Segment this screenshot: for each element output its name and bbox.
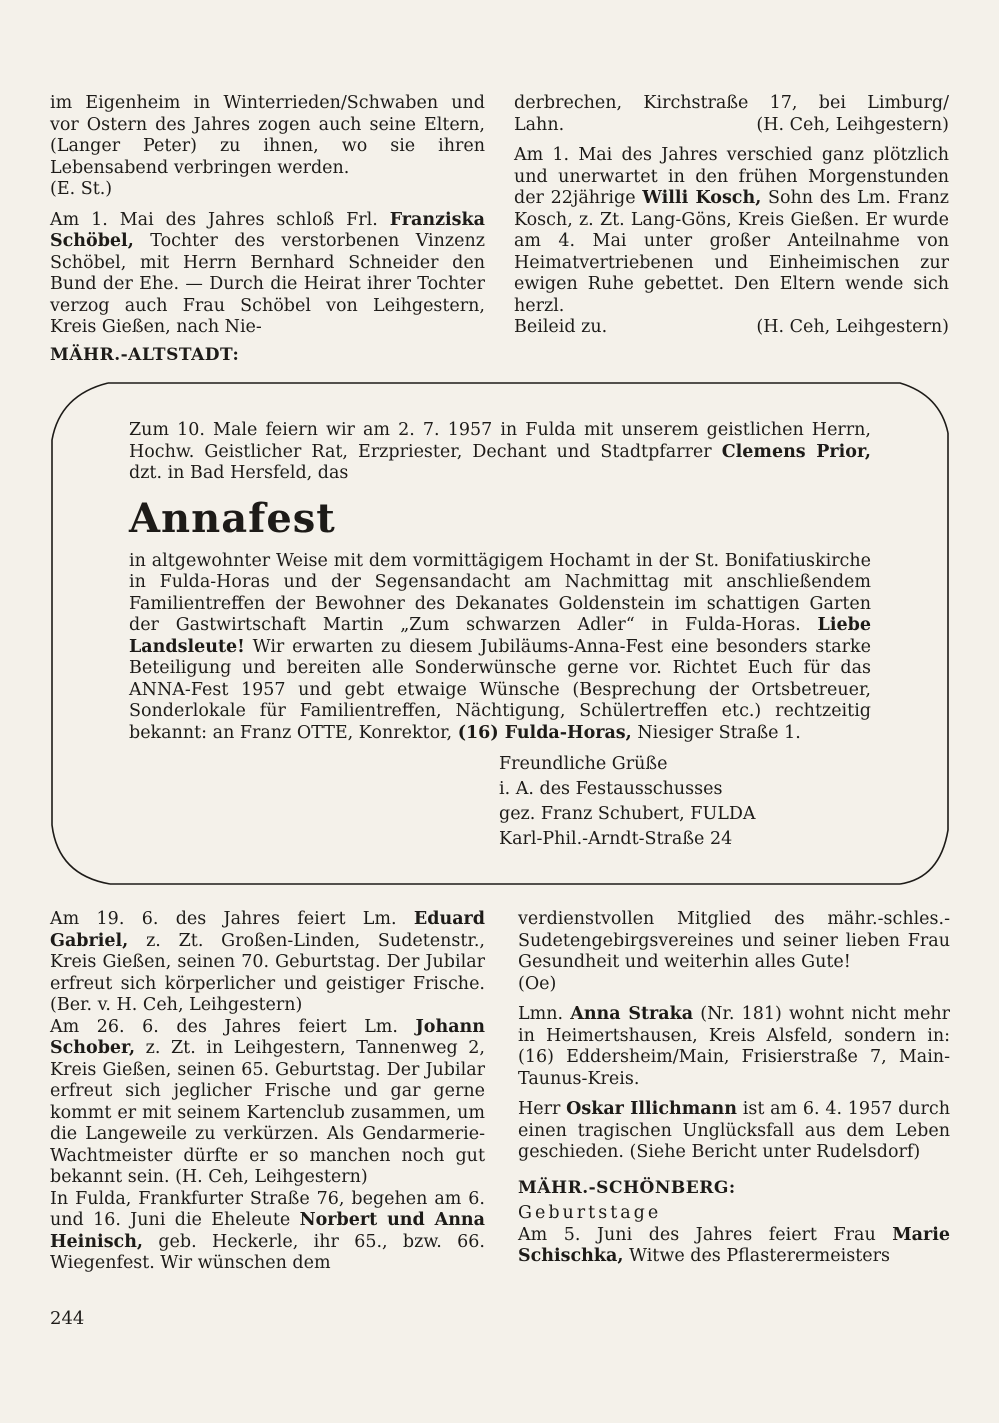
paragraph-eigenheim: im Eigenheim in Winterrieden/Schwaben und vor Ostern des Jahres zogen auch seine Eltern, (Langer Peter) zu ihnen, wo sie ihren Lebensabend verbringen werden. [50,93,486,178]
paragraph-verdienst: verdienstvollen Mitglied des mähr.-schles.-Sudetengebirgsvereines und seiner lieben Frau Gesundheit und weiterhin alles Gute! [518,909,950,972]
name-heinisch: Norbert und Anna Heinisch, [50,1210,485,1252]
paragraph-gabriel: Am 19. 6. des Jahres feiert Lm. Eduard Gabriel, z. Zt. Großen-Linden, Sudetenstr., Kreis Gießen, seinen 70. Geburtstag. Der Jubilar erfreut sich körperlicher und geistiger Frische. (Ber. v. H. Ceh, Leihgestern) [50,909,485,1015]
address-fulda-horas: (16) Fulda-Horas, [457,722,632,743]
paragraph-illichmann: Herr Oskar Illichmann ist am 6. 4. 1957 durch einen tragischen Unglücksfall aus dem Leben geschieden. (Siehe Bericht unter Rudelsdorf) [518,1099,950,1162]
name-johann-schober: Johann Schober, [50,1016,485,1058]
announcement-greeting: Freundliche Grüße i. A. des Festausschusses gez. Franz Schubert, FULDA Karl-Phil.-Arndt-Straße 24 [499,754,756,849]
paragraph-kosch: Am 1. Mai des Jahres verschied ganz plötzlich und unerwartet in den frühen Morgenstunden der 22jährige Willi Kosch, Sohn des Lm. Franz Kosch, z. Zt. Lang-Göns, Kreis Gießen. Er wurde am 4. Mai unter großer Anteilnahme von Heimatvertriebenen und Einheimischen zur ewigen Ruhe gebettet. Den Eltern wende sich herzl. [514,145,949,316]
name-oskar-illichmann: Oskar Illichmann [566,1099,737,1119]
kosch-last-line: Beileid zu. (H. Ceh, Leihgestern) [514,317,949,337]
name-willi-kosch: Willi Kosch, [642,188,762,208]
announcement-body: in altgewohnter Weise mit dem vormittägigem Hochamt in der St. Bonifatiuskirche in Fulda-Horas und der Segensandacht am Nachmittag mit anschließendem Familientreffen der Bewohner des Dekanates Goldenstein im schattigen Garten der Gastwirtschaft Martin „Zum schwarzen Adler“ in Fulda-Horas. Liebe Landsleute! Wir erwarten zu diesem Jubiläums-Anna-Fest eine besonders starke Beteiligung und bereiten alle Sonderwünsche gerne vor. Richtet Euch für das ANNA-Fest 1957 und gebt etwaige Wünsche (Besprechung der Ortsbetreuer, Sonderlokale für Familientreffen, Nächtigung, Schülertreffen etc.) rechtzeitig bekannt: an Franz OTTE, Konrektor, (16) Fulda-Horas, Niesiger Straße 1. [129,550,871,743]
signature-oe: (Oe) [518,973,557,994]
paragraph-heinisch: In Fulda, Frankfurter Straße 76, begehen am 6. und 16. Juni die Eheleute Norbert und Anna Heinisch, geb. Heckerle, ihr 65., bzw. 66. Wiegenfest. Wir wünschen dem [50,1188,485,1273]
name-clemens-prior: Clemens Prior, [721,441,871,462]
annafest-announcement [129,420,871,852]
right-column-bottom [518,909,950,1268]
frame-right-border [900,433,948,884]
paragraph-schober: Am 26. 6. des Jahres feiert Lm. Johann Schober, z. Zt. in Leihgestern, Tannenweg 2, Kreis Gießen, seinen 65. Geburtstag. Der Jubilar erfreut sich jeglicher Frische und gar gerne kommt er mit seinem Kartenclub zusammen, um die Langeweile zu verkürzen. Als Gendarmerie-Wachtmeister dürfte er so manchen noch gut bekannt sein. (H. Ceh, Leihgestern) [50,1016,485,1187]
name-marie-schischka: Marie Schischka, [518,1224,950,1266]
section-heading-altstadt: MÄHR.-ALTSTADT: [50,345,240,365]
paragraph-straka: Lmn. Anna Straka (Nr. 181) wohnt nicht mehr in Heimertshausen, Kreis Alsfeld, sondern in: (16) Eddersheim/Main, Frisierstraße 7, Main-Taunus-Kreis. [518,1004,950,1089]
annafest-title: Annafest [129,494,336,542]
subheading-geburtstage: Geburtstage [518,1203,662,1223]
frame-left-border [52,383,110,884]
name-eduard-gabriel: Eduard Gabriel, [50,909,485,951]
paragraph-schoebel: Am 1. Mai des Jahres schloß Frl. Franziska Schöbel, Tochter des verstorbenen Vinzenz Schöbel, mit Herrn Bernhard Schneider den Bund der Ehe. — Durch die Heirat ihrer Tochter verzog auch Frau Schöbel von Leihgestern, Kreis Gießen, nach Nie- [50,209,485,337]
name-franziska-schoebel: Franziska Schöbel, [50,209,485,251]
paragraph-continuation: derbrechen, Kirchstraße 17, bei Limburg/ [514,93,949,113]
paragraph-schischka: Am 5. Juni des Jahres feiert Frau Marie Schischka, Witwe des Pflasterermeisters [518,1224,950,1266]
continuation-line2: Lahn. (H. Ceh, Leihgestern) [514,114,949,135]
signature-est: (E. St.) [50,179,113,199]
page-number: 244 [50,1308,85,1329]
liebe-landsleute: Liebe Landsleute! [129,615,871,657]
section-heading-schoenberg: MÄHR.-SCHÖNBERG: [518,1177,736,1198]
announcement-intro: Zum 10. Male feiern wir am 2. 7. 1957 in Fulda mit unserem geistlichen Herrn, Hochw. Geistlicher Rat, Erzpriester, Dechant und Stadtpfarrer Clemens Prior, dzt. in Bad Hersfeld, das [129,420,871,483]
left-column-bottom [50,909,485,1275]
name-anna-straka: Anna Straka [570,1004,694,1024]
